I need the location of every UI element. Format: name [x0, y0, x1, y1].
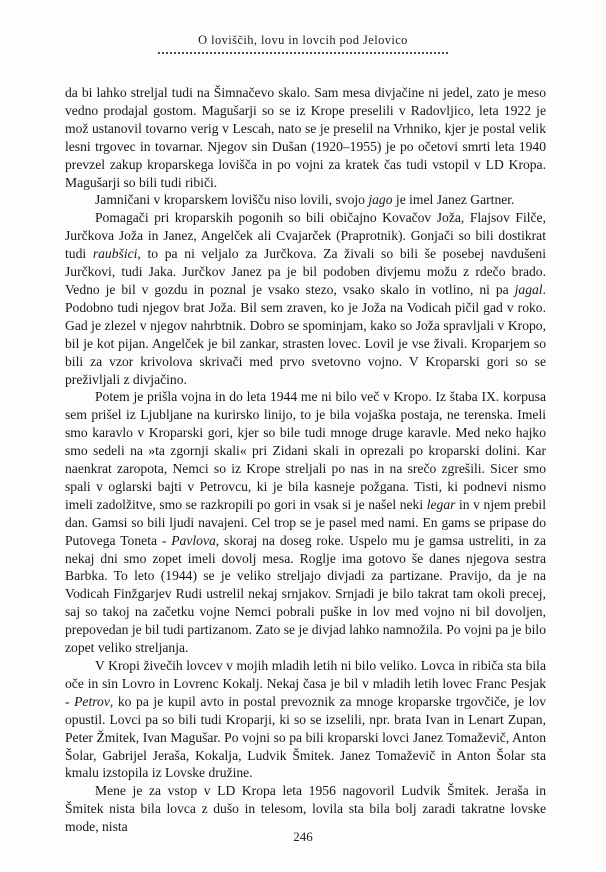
page-footer: [0, 828, 606, 846]
text-segment: in v njem prebil dan. Gamsi so bili ljudi navajeni. Cel trop se je pasel med nami. En gams se pripase do Putovega Toneta -: [65, 496, 546, 548]
text-segment: Mene je za vstop v LD Kropa leta 1956 nagovoril Ludvik Šmitek. Jeraša in Šmitek nista bila lovca z dušo in telesom, lovila sta bila bolj zaradi takratne lovske mode, nista: [65, 783, 546, 835]
italic-term: raubšici: [92, 246, 138, 262]
text-segment: . Podobno tudi njegov brat Joža. Bil sem zraven, ko je Joža na Vodicah pičil gad v roko. Gad je zlezel v njegov nahrbtnik. Dobro se spominjam, kako so Joža spravljali v Kropo, bil je kot pijan. Angelček je bil zankar, strasten lovec. Lovil je vse živali. Kroparjem so bili za vzor krivolova skrivači med prvo svetovno vojno. V Kroparski gori so se preživljali z divjačino.: [65, 281, 546, 387]
paragraph: [65, 388, 546, 657]
text-segment: Jamničani v kroparskem lovišču niso lovili, svojo: [95, 192, 369, 208]
italic-term: jago: [368, 192, 393, 208]
text-segment: Potem je prišla vojna in do leta 1944 me ni bilo več v Kropo. Iz štaba IX. korpusa sem prišel iz Ljubljane na kurirsko linijo, to je bila vojaška postaja, ne terenska. Imeli smo karavlo v Kroparski gori, kjer so bile tudi mnoge druge karavle. Med neko hajko smo sedeli na »ta zgornji skali« pri Zidani skali in oprezali po kroparski dolini. Kar naenkrat zaropota, Nemci so iz Krope streljali po nas in na srečo zgrešili. Sicer smo spali v oglarski bajti v Petrovcu, ki je bila kasneje požgana. Tisti, ki podnevi nismo imeli zadolžitve, smo se razkropili po gori in vsak si je našel neki: [65, 389, 546, 512]
page-body: [65, 84, 546, 836]
page-number: 246: [293, 829, 313, 844]
text-segment: Pomagači pri kroparskih pogonih so bili običajno Kovačov Joža, Flajsov Filče, Jurčkova Joža in Janez, Angelček ali Cvajarček (Praprotnik). Gonjači so bili dostikrat tudi: [65, 210, 546, 262]
paragraph: [65, 84, 546, 191]
text-segment: , to pa ni veljalo za Jurčkova. Za živali so bili še posebej navdušeni Jurčkovi, tudi Jaka. Jurčkov Janez pa je bil podoben divjemu možu z rdečo brado. Vedno je bil v gozdu in poznal je vsako stezo, vsako skalo in votlino, ni pa: [65, 246, 547, 297]
paragraph: [65, 657, 546, 782]
dotted-divider: [158, 52, 448, 54]
italic-term: jagal: [514, 281, 543, 297]
text-segment: , ko pa je kupil avto in postal prevoznik za mnoge kroparske trgovčiče, je lov opustil. Lovci pa so bili tudi Kroparji, ki so se izselili, npr. brata Ivan in Lenart Zupan, Peter Žmitek, Ivan Magušar. Po vojni so pa bili kroparski lovci Janez Tomaževič, Anton Šolar, Gabrijel Jeraša, Kokalja, Ludvik Šmitek. Janez Tomaževič in Anton Šolar sta kmalu izstopila iz Lovske družine.: [65, 693, 546, 781]
italic-term: legar: [426, 496, 456, 512]
text-segment: da bi lahko streljal tudi na Šimnačevo skalo. Sam mesa divjačine ni jedel, zato je meso vedno prodajal gostom. Magušarji so se iz Krope preselili v Radovljico, leta 1922 je mož ustanovil tovarno verig v Lescah, nato se je preselil na Vrhniko, kjer je postal velik lesni trgovec in tovarnar. Njegov sin Dušan (1920–1955) je po očetovi smrti leta 1940 prevzel zakup kroparskega lovišča in po vojni za kratek čas tudi vstopil v LD Kropa. Magušarji so bili tudi ribiči.: [65, 85, 546, 190]
text-segment: je imel Janez Gartner.: [392, 192, 515, 208]
italic-term: Pavlova: [171, 532, 216, 548]
page-header: [0, 33, 606, 54]
paragraph: [65, 191, 546, 209]
running-header-title: O loviščih, lovu in lovcih pod Jelovico: [198, 33, 408, 47]
italic-term: Petrov: [74, 693, 110, 709]
text-segment: , skoraj na doseg roke. Uspelo mu je gamsa ustreliti, in za nekaj dni smo zopet imeli dovolj mesa. Roglje ima gotovo še danes njegova sestra Barbka. To leto (1944) se je veliko streljajo divjadi za partizane. Pravijo, da je na Vodicah Finžgarjev Rudi ustrelil nekaj srnjakov. Srnjadi je bilo takrat tam okoli precej, saj so takoj na začetku vojne Nemci pobrali puške in lov med vojno ni bil dovoljen, prepovedan je bil tudi partizanom. Zato se je divjad lahko namnožila. Po vojni pa je bilo zopet veliko streljanja.: [65, 532, 546, 656]
text-segment: V Kropi živečih lovcev v mojih mladih letih ni bilo veliko. Lovca in ribiča sta bila oče in sin Lovro in Lovrenc Kokalj. Nekaj časa je bil v mladih letih lovec Franc Pesjak -: [65, 658, 546, 709]
paragraph: [65, 209, 546, 388]
